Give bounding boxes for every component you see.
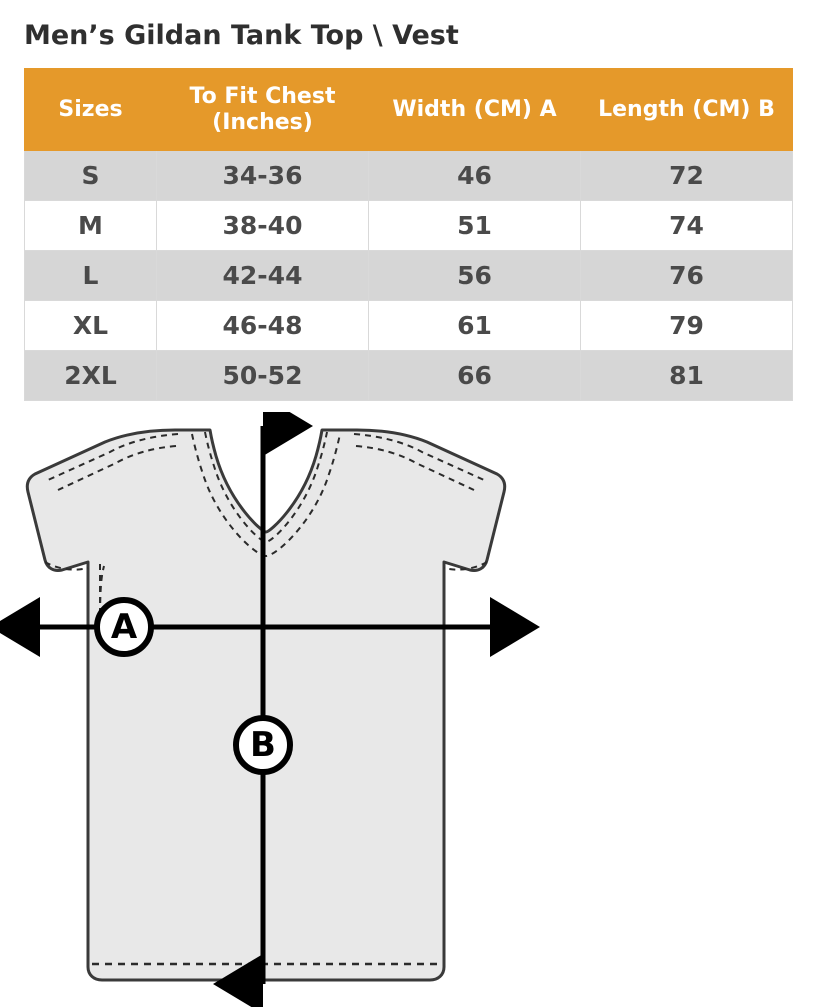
cell-size: L (25, 251, 157, 301)
size-table (24, 68, 793, 401)
cell-length: 74 (581, 201, 793, 251)
column-header-sizes: Sizes (25, 69, 157, 151)
cell-width: 56 (369, 251, 581, 301)
table-row (25, 151, 793, 201)
column-header-length: Length (CM) B (581, 69, 793, 151)
length-label: B (250, 725, 276, 765)
page-title: Men’s Gildan Tank Top \ Vest (24, 20, 459, 51)
table-row (25, 251, 793, 301)
cell-chest: 42-44 (157, 251, 369, 301)
cell-size: M (25, 201, 157, 251)
cell-chest: 38-40 (157, 201, 369, 251)
garment-diagram (0, 412, 818, 1007)
cell-width: 46 (369, 151, 581, 201)
cell-size: S (25, 151, 157, 201)
cell-length: 81 (581, 351, 793, 401)
cell-width: 66 (369, 351, 581, 401)
cell-chest: 50-52 (157, 351, 369, 401)
cell-chest: 46-48 (157, 301, 369, 351)
cell-width: 51 (369, 201, 581, 251)
tank-top-shape (27, 430, 504, 980)
width-label: A (110, 607, 138, 647)
cell-chest: 34-36 (157, 151, 369, 201)
cell-length: 79 (581, 301, 793, 351)
column-header-chest: To Fit Chest (Inches) (157, 69, 369, 151)
table-row (25, 351, 793, 401)
cell-width: 61 (369, 301, 581, 351)
cell-size: 2XL (25, 351, 157, 401)
cell-length: 72 (581, 151, 793, 201)
table-row (25, 301, 793, 351)
cell-size: XL (25, 301, 157, 351)
table-row (25, 201, 793, 251)
table-header-row (25, 69, 793, 151)
column-header-width: Width (CM) A (369, 69, 581, 151)
cell-length: 76 (581, 251, 793, 301)
